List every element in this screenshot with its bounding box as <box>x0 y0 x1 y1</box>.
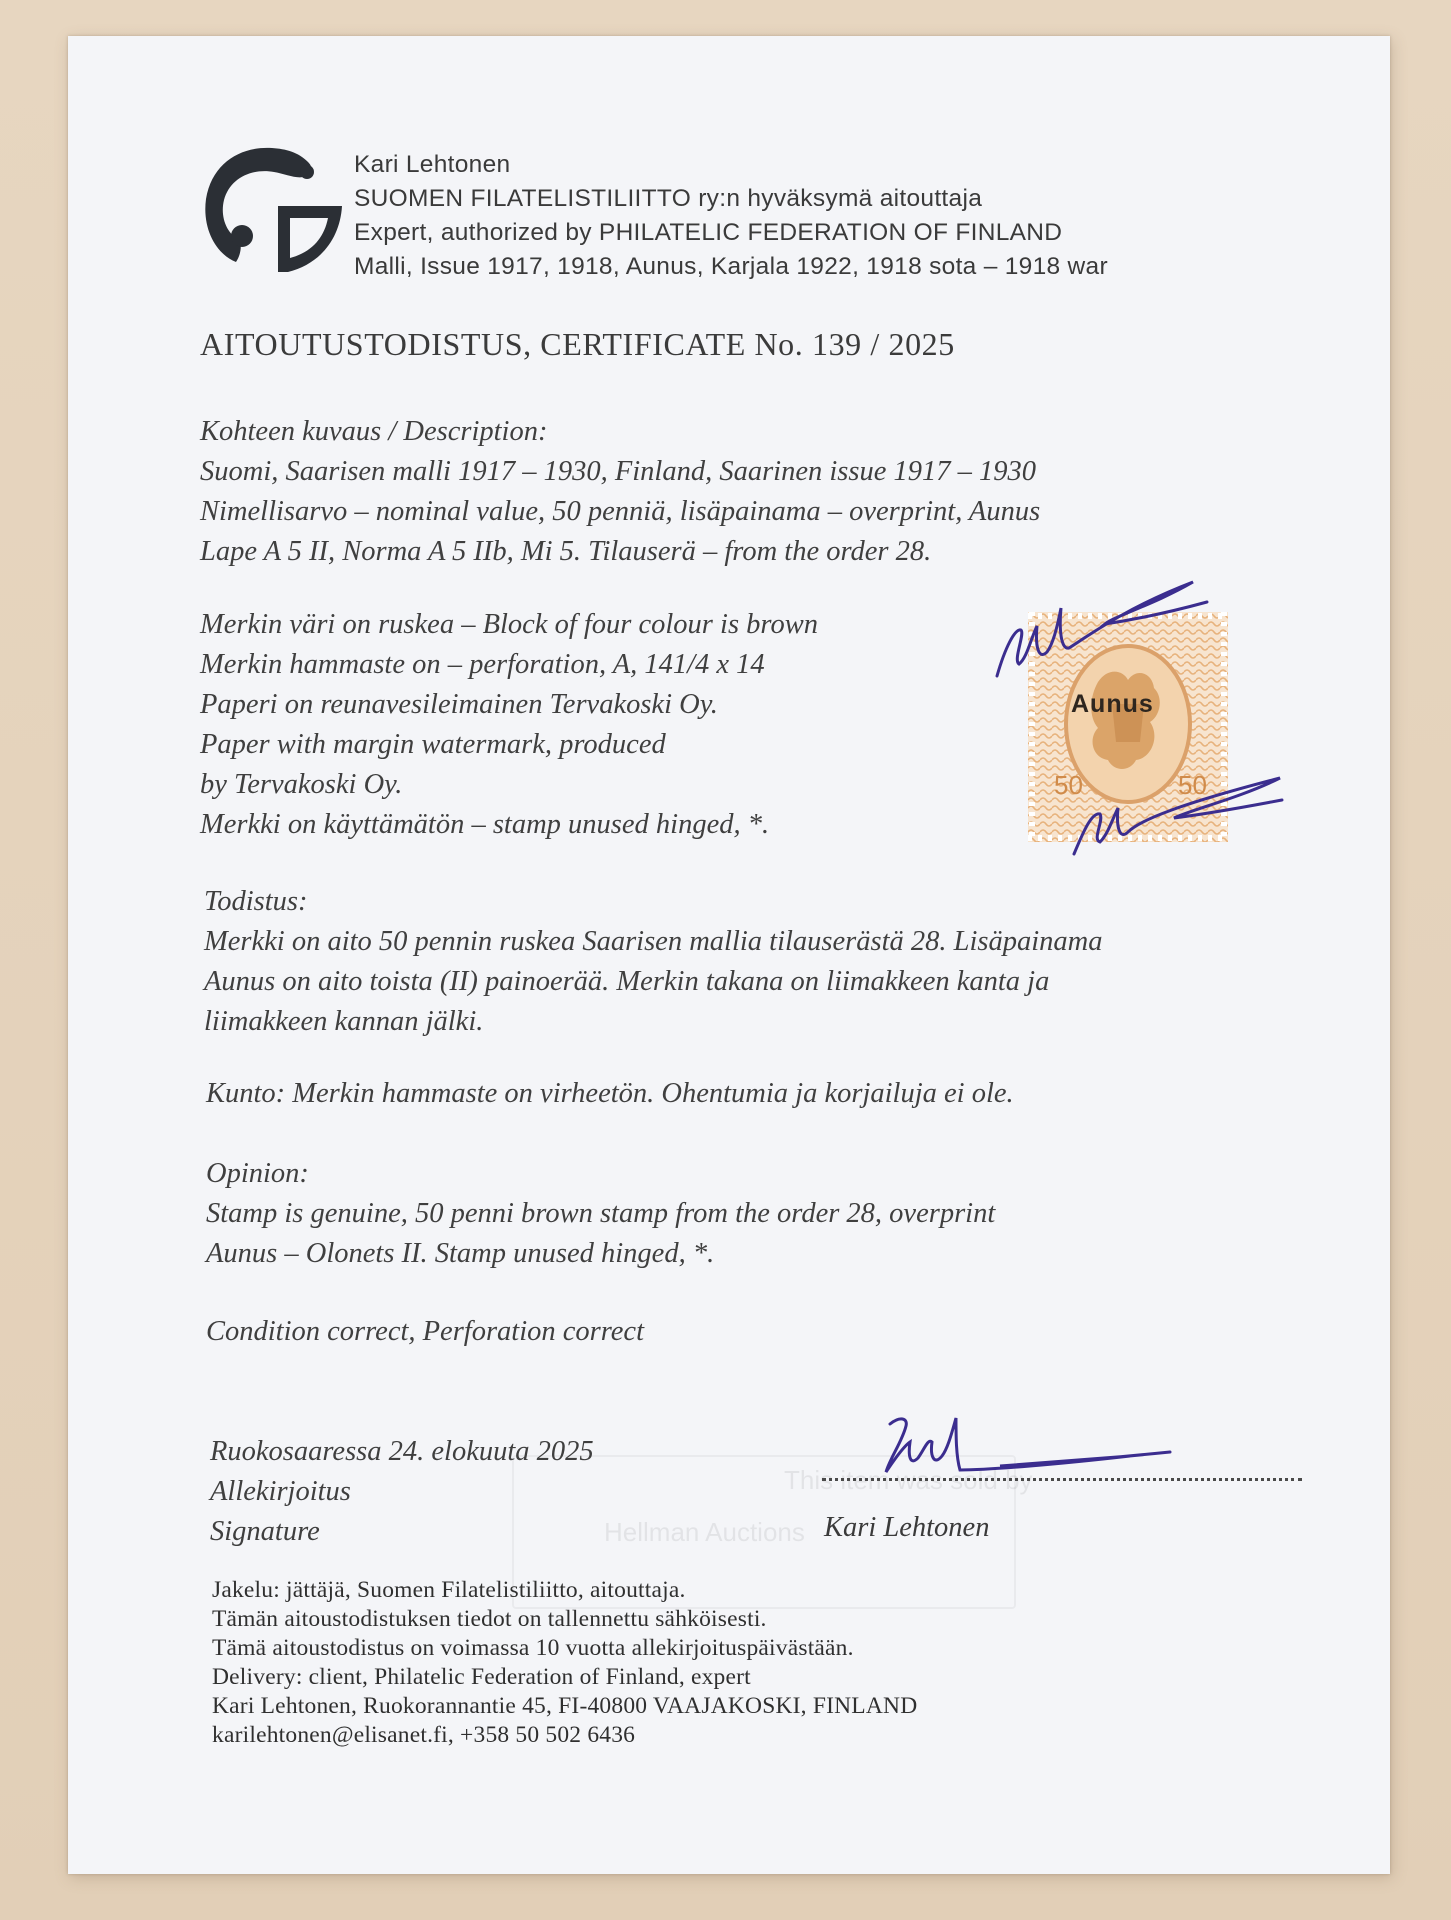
stamp-value-right: 50 <box>1178 770 1207 800</box>
todistus-block <box>204 882 1103 1042</box>
footer-line: Jakelu: jättäjä, Suomen Filatelistiliitto, aitouttaja. <box>212 1577 686 1603</box>
certificate-title: AITOUTUSTODISTUS, CERTIFICATE No. 139 / 2025 <box>200 326 955 362</box>
property-line: Merkin hammaste on – perforation, A, 141/4 x 14 <box>200 649 765 680</box>
stamp-signature-bottom <box>1070 764 1290 864</box>
description-block <box>200 412 1040 572</box>
signature-line <box>822 1478 1302 1481</box>
watermark-line: This item was sold by <box>784 1465 1033 1495</box>
signing-block <box>210 1432 594 1552</box>
authorization-line: Expert, authorized by PHILATELIC FEDERATION OF FINLAND <box>354 219 1063 246</box>
opinion-line: Stamp is genuine, 50 penni brown stamp from the order 28, overprint <box>206 1198 996 1229</box>
todistus-line: liimakkeen kannan jälki. <box>204 1006 484 1037</box>
property-line: Paperi on reunavesileimainen Tervakoski Oy. <box>200 689 718 720</box>
footer-line: Tämä aitoustodistus on voimassa 10 vuotta allekirjoituspäivästään. <box>212 1635 854 1661</box>
description-line: Nimellisarvo – nominal value, 50 penniä, lisäpainama – overprint, Aunus <box>200 496 1041 527</box>
signing-label-en: Signature <box>210 1516 320 1547</box>
signing-label-fi: Allekirjoitus <box>210 1476 351 1507</box>
footer-address: Kari Lehtonen, Ruokorannantie 45, FI-40800 VAAJAKOSKI, FINLAND <box>212 1693 918 1719</box>
property-line: Merkki on käyttämätön – stamp unused hinged, *. <box>200 809 770 840</box>
stamp-signature-top <box>995 568 1225 688</box>
property-line: Paper with margin watermark, produced <box>200 729 666 760</box>
specialty-line: Malli, Issue 1917, 1918, Aunus, Karjala 1922, 1918 sota – 1918 war <box>354 253 1108 280</box>
condition-line: Condition correct, Perforation correct <box>206 1316 644 1347</box>
footer-contact: karilehtonen@elisanet.fi, +358 50 502 6436 <box>212 1722 636 1748</box>
signer-name: Kari Lehtonen <box>824 1512 990 1543</box>
property-line: Merkin väri on ruskea – Block of four colour is brown <box>200 609 818 640</box>
federation-line: SUOMEN FILATELISTILIITTO ry:n hyväksymä aitouttaja <box>354 185 983 212</box>
expert-logo-icon <box>202 144 352 282</box>
watermark-line: Hellman Auctions <box>604 1517 805 1547</box>
opinion-block <box>206 1154 995 1274</box>
signing-place-date: Ruokosaaressa 24. elokuuta 2025 <box>210 1436 594 1467</box>
todistus-line: Merkki on aito 50 pennin ruskea Saarisen mallia tilauserästä 28. Lisäpainama <box>204 926 1103 957</box>
footer-line: Delivery: client, Philatelic Federation of Finland, expert <box>212 1664 751 1690</box>
description-line: Lape A 5 II, Norma A 5 IIb, Mi 5. Tilauserä – from the order 28. <box>200 536 932 567</box>
todistus-line: Aunus on aito toista (II) painoerää. Merkin takana on liimakkeen kanta ja <box>204 966 1050 997</box>
properties-block <box>200 605 818 845</box>
todistus-heading: Todistus: <box>204 886 308 917</box>
description-line: Suomi, Saarisen malli 1917 – 1930, Finland, Saarinen issue 1917 – 1930 <box>200 456 1036 487</box>
distribution-footer <box>212 1576 917 1750</box>
opinion-line: Aunus – Olonets II. Stamp unused hinged, *. <box>206 1238 715 1269</box>
opinion-heading: Opinion: <box>206 1158 309 1189</box>
property-line: by Tervakoski Oy. <box>200 769 403 800</box>
footer-line: Tämän aitoustodistuksen tiedot on tallennettu sähköisesti. <box>212 1606 767 1632</box>
stamp-overprint: Aunus <box>1071 690 1154 718</box>
expert-name: Kari Lehtonen <box>354 151 511 178</box>
kunto-line: Kunto: Merkin hammaste on virheetön. Ohentumia ja korjailuja ei ole. <box>206 1078 1014 1109</box>
description-heading: Kohteen kuvaus / Description: <box>200 416 548 447</box>
expert-header <box>354 148 1108 284</box>
stamp-value-left: 50 <box>1054 770 1083 800</box>
